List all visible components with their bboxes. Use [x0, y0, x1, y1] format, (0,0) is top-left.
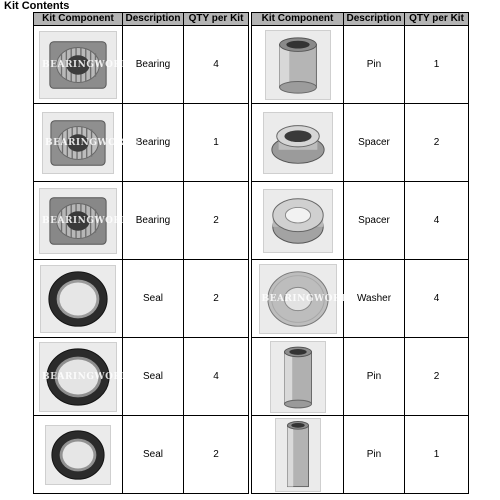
qty-cell: 2: [184, 416, 249, 494]
description-cell: Spacer: [344, 182, 405, 260]
needle-bearing-icon: [39, 31, 137, 99]
right-kit-table: [251, 12, 469, 494]
qty-cell: 4: [184, 338, 249, 416]
component-image-cell: [252, 338, 344, 416]
watermark: BEARINGWORKS: [42, 215, 137, 226]
qty-cell: 2: [405, 338, 469, 416]
qty-cell: 4: [405, 260, 469, 338]
table-row: [252, 182, 469, 260]
seal-ring-icon: [39, 342, 137, 412]
description-cell: Washer: [344, 260, 405, 338]
component-image-cell: [34, 26, 137, 104]
seal-ring-icon: [40, 265, 116, 333]
sleeve-pin-icon: [270, 341, 326, 413]
kit-component-header: Kit Component: [34, 13, 123, 26]
table-row: [252, 416, 469, 494]
needle-bearing-icon: [39, 188, 137, 254]
table-row: [252, 260, 469, 338]
description-header: Description: [123, 13, 184, 26]
right-header-row: [252, 13, 469, 26]
qty-cell: 2: [184, 182, 249, 260]
kit-contents-title: Kit Contents: [4, 0, 70, 12]
description-cell: Bearing: [123, 182, 184, 260]
kit-component-header: Kit Component: [252, 13, 344, 26]
component-image-cell: [34, 260, 123, 338]
flanged-spacer-icon: [263, 112, 333, 174]
qty-header: QTY per Kit: [184, 13, 249, 26]
component-image-cell: [34, 182, 137, 260]
watermark: BEARINGWORKS: [45, 137, 140, 148]
description-cell: Seal: [123, 260, 184, 338]
qty-cell: 2: [405, 104, 469, 182]
table-row: [252, 338, 469, 416]
component-image-cell: [252, 416, 344, 494]
table-row: [34, 416, 249, 494]
component-image-cell: [252, 182, 344, 260]
component-image-cell: [34, 104, 140, 182]
description-header: Description: [344, 13, 405, 26]
spacer-ring-icon: [263, 189, 333, 253]
thrust-washer-icon: [259, 264, 357, 334]
seal-ring-icon: [45, 425, 111, 485]
qty-header: QTY per Kit: [405, 13, 469, 26]
table-row: [34, 104, 249, 182]
description-cell: Seal: [123, 338, 184, 416]
table-row: [34, 26, 249, 104]
description-cell: Bearing: [123, 26, 184, 104]
short-pin-icon: [265, 30, 331, 100]
qty-cell: 1: [184, 104, 249, 182]
qty-cell: 2: [184, 260, 249, 338]
description-cell: Pin: [344, 416, 405, 494]
description-cell: Seal: [123, 416, 184, 494]
left-kit-table: [33, 12, 249, 494]
qty-cell: 1: [405, 26, 469, 104]
needle-bearing-icon: [42, 112, 140, 174]
qty-cell: 4: [184, 26, 249, 104]
table-row: [34, 260, 249, 338]
component-image-cell: [252, 26, 344, 104]
left-header-row: [34, 13, 249, 26]
table-row: [34, 338, 249, 416]
description-cell: Pin: [344, 26, 405, 104]
long-pin-icon: [275, 418, 321, 492]
component-image-cell: [34, 416, 123, 494]
description-cell: Bearing: [123, 104, 184, 182]
table-row: [34, 182, 249, 260]
qty-cell: 4: [405, 182, 469, 260]
description-cell: Spacer: [344, 104, 405, 182]
qty-cell: 1: [405, 416, 469, 494]
table-row: [252, 104, 469, 182]
component-image-cell: [252, 260, 357, 338]
watermark: BEARINGWORKS: [42, 59, 137, 70]
component-image-cell: [252, 104, 344, 182]
table-row: [252, 26, 469, 104]
watermark: BEARINGWORKS: [42, 371, 137, 382]
component-image-cell: [34, 338, 137, 416]
watermark: BEARINGWORKS: [261, 293, 357, 304]
description-cell: Pin: [344, 338, 405, 416]
